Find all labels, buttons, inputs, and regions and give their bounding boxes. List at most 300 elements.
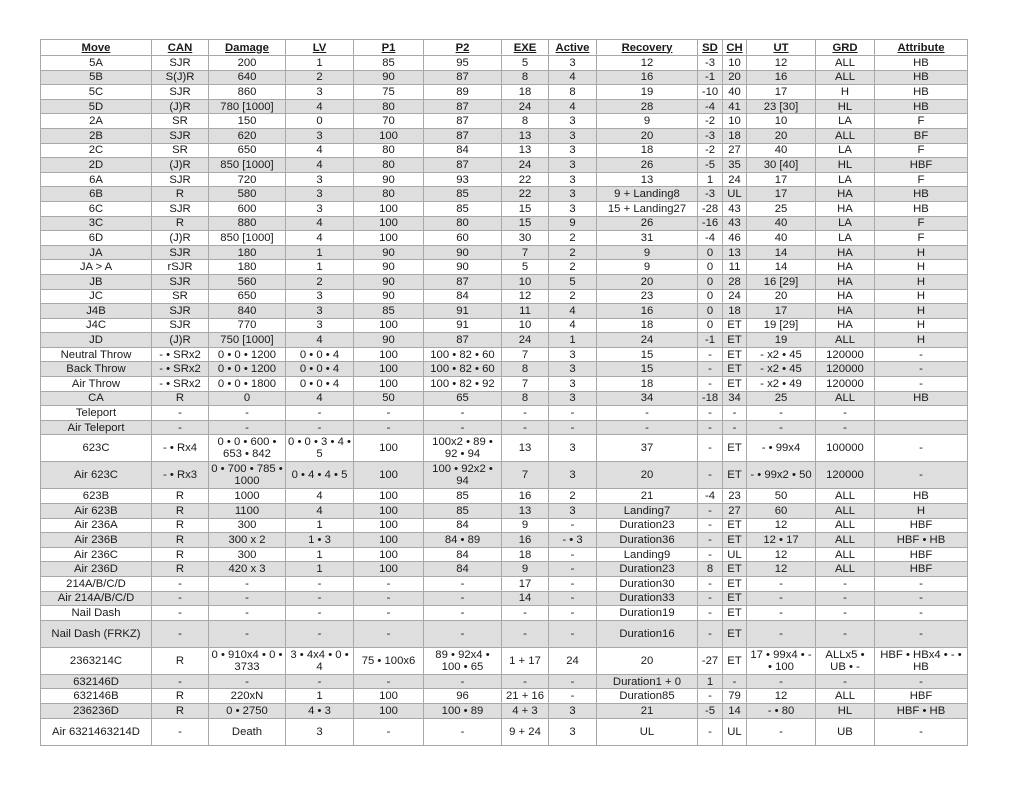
move-name-cell: J4B	[41, 304, 152, 319]
table-cell: ALL	[816, 128, 875, 143]
table-cell: 4	[286, 99, 354, 114]
table-cell: -	[875, 362, 968, 377]
table-cell: 1000	[209, 489, 286, 504]
table-cell: ET	[723, 318, 747, 333]
table-row	[41, 56, 968, 71]
table-cell: -	[354, 718, 424, 745]
table-cell: -	[354, 620, 424, 647]
table-row	[41, 187, 968, 202]
table-cell: 8	[502, 391, 549, 406]
table-cell: 4	[549, 318, 597, 333]
table-cell: 22	[502, 172, 549, 187]
table-cell: 4	[286, 504, 354, 519]
table-cell: 100	[354, 462, 424, 489]
move-name-cell: 236236D	[41, 703, 152, 718]
table-cell: 5	[502, 56, 549, 71]
table-cell: 41	[723, 99, 747, 114]
table-cell: 4 + 3	[502, 703, 549, 718]
table-cell: LA	[816, 172, 875, 187]
table-cell: H	[875, 504, 968, 519]
table-cell: 90	[354, 70, 424, 85]
table-cell: 18	[597, 318, 698, 333]
table-cell: -	[209, 591, 286, 606]
table-cell: -	[354, 577, 424, 592]
table-cell: R	[152, 216, 209, 231]
table-cell: SJR	[152, 245, 209, 260]
table-cell: 26	[597, 158, 698, 173]
table-cell: 15	[597, 347, 698, 362]
table-cell: -1	[698, 333, 723, 348]
table-cell: 2	[286, 70, 354, 85]
table-cell: -	[747, 591, 816, 606]
table-cell: 1	[286, 689, 354, 704]
move-name-cell: 5C	[41, 85, 152, 100]
table-cell: 850 [1000]	[209, 158, 286, 173]
table-cell: Duration16	[597, 620, 698, 647]
table-cell: H	[875, 318, 968, 333]
table-cell: 18	[597, 143, 698, 158]
table-cell: 3	[549, 435, 597, 462]
table-cell: -	[286, 674, 354, 689]
table-cell: Duration19	[597, 606, 698, 621]
table-cell: -	[152, 420, 209, 435]
table-cell: 9	[597, 245, 698, 260]
table-cell: -	[354, 406, 424, 421]
table-cell: 12 • 17	[747, 533, 816, 548]
table-cell: F	[875, 143, 968, 158]
table-cell: 3	[286, 187, 354, 202]
table-cell: Landing7	[597, 504, 698, 519]
table-cell: (J)R	[152, 99, 209, 114]
table-cell: -	[286, 406, 354, 421]
table-cell: HB	[875, 391, 968, 406]
column-header: Recovery	[597, 40, 698, 56]
table-cell: 100	[354, 689, 424, 704]
move-name-cell: J4C	[41, 318, 152, 333]
table-row	[41, 201, 968, 216]
table-cell: -	[698, 689, 723, 704]
table-cell: 13	[502, 504, 549, 519]
table-cell: 27	[723, 504, 747, 519]
table-cell: 9 + 24	[502, 718, 549, 745]
table-cell: 87	[424, 128, 502, 143]
table-cell: -	[549, 591, 597, 606]
table-cell: 0	[698, 245, 723, 260]
table-cell: 3	[549, 391, 597, 406]
table-cell: -	[597, 420, 698, 435]
table-cell: -	[424, 674, 502, 689]
table-cell: 100	[354, 216, 424, 231]
table-cell: 4	[549, 304, 597, 319]
table-cell: -	[875, 577, 968, 592]
table-row	[41, 333, 968, 348]
table-cell: 100	[354, 377, 424, 392]
table-cell: 100	[354, 435, 424, 462]
table-cell: HL	[816, 158, 875, 173]
table-cell: 16 [29]	[747, 274, 816, 289]
table-cell: 1 • 3	[286, 533, 354, 548]
table-cell: -	[723, 406, 747, 421]
table-cell: 0 • 2750	[209, 703, 286, 718]
table-row	[41, 562, 968, 577]
table-cell: ET	[723, 435, 747, 462]
table-cell: ALL	[816, 562, 875, 577]
table-cell: 90	[354, 333, 424, 348]
table-row	[41, 606, 968, 621]
table-cell: -	[209, 406, 286, 421]
table-cell: 100 • 82 • 60	[424, 362, 502, 377]
move-name-cell: 2D	[41, 158, 152, 173]
table-cell: 17	[502, 577, 549, 592]
table-cell: -	[698, 718, 723, 745]
move-name-cell: 632146D	[41, 674, 152, 689]
table-cell: SR	[152, 143, 209, 158]
table-cell: Duration23	[597, 562, 698, 577]
table-cell: - • 99x4	[747, 435, 816, 462]
table-cell: ALL	[816, 518, 875, 533]
move-name-cell: Air Throw	[41, 377, 152, 392]
move-name-cell: Nail Dash	[41, 606, 152, 621]
table-cell: -	[502, 606, 549, 621]
table-cell: 20	[747, 289, 816, 304]
table-cell: -	[698, 462, 723, 489]
table-cell: Death	[209, 718, 286, 745]
table-cell: 80	[424, 216, 502, 231]
table-cell: -	[698, 533, 723, 548]
table-cell: ET	[723, 377, 747, 392]
table-cell: 7	[502, 377, 549, 392]
table-cell: 18	[723, 304, 747, 319]
table-cell: -	[549, 620, 597, 647]
table-cell: -3	[698, 187, 723, 202]
table-cell: 22	[502, 187, 549, 202]
table-cell: 12	[747, 689, 816, 704]
table-cell: -	[424, 606, 502, 621]
table-cell: 10	[723, 56, 747, 71]
table-cell: 21	[597, 489, 698, 504]
table-cell: 91	[424, 318, 502, 333]
move-name-cell: 623B	[41, 489, 152, 504]
table-cell: 100	[354, 489, 424, 504]
move-name-cell: 632146B	[41, 689, 152, 704]
table-cell: 100	[354, 231, 424, 246]
table-cell: 0 • 0 • 4	[286, 362, 354, 377]
table-row	[41, 489, 968, 504]
table-cell: 4 • 3	[286, 703, 354, 718]
table-cell: 300	[209, 547, 286, 562]
table-cell: ALL	[816, 547, 875, 562]
table-cell: 21 + 16	[502, 689, 549, 704]
table-cell: 30 [40]	[747, 158, 816, 173]
table-cell: -	[152, 606, 209, 621]
table-cell: 13	[502, 128, 549, 143]
table-cell: 860	[209, 85, 286, 100]
table-cell: ALL	[816, 489, 875, 504]
table-cell: R	[152, 187, 209, 202]
table-cell: 85	[424, 187, 502, 202]
table-cell: 2	[549, 489, 597, 504]
move-name-cell: 6A	[41, 172, 152, 187]
table-cell: 20	[747, 128, 816, 143]
table-cell: -4	[698, 489, 723, 504]
table-cell: 17	[747, 187, 816, 202]
move-name-cell: 2C	[41, 143, 152, 158]
table-cell: ET	[723, 577, 747, 592]
table-cell: -	[816, 591, 875, 606]
table-cell	[875, 420, 968, 435]
table-cell: 3 • 4x4 • 0 • 4	[286, 647, 354, 674]
move-name-cell: Air 236C	[41, 547, 152, 562]
table-cell: HBF	[875, 518, 968, 533]
table-cell: 1	[286, 260, 354, 275]
frame-data-table	[40, 39, 968, 746]
table-cell: 1	[286, 518, 354, 533]
table-cell: -	[816, 674, 875, 689]
table-cell: -	[286, 606, 354, 621]
table-cell: 1	[698, 674, 723, 689]
table-cell: 9	[502, 562, 549, 577]
table-cell: -	[549, 547, 597, 562]
table-cell: 8	[502, 114, 549, 129]
table-cell: HBF • HBx4 • - • HB	[875, 647, 968, 674]
table-cell: 120000	[816, 347, 875, 362]
table-cell: 24	[502, 99, 549, 114]
table-cell: -5	[698, 158, 723, 173]
table-cell: -	[502, 620, 549, 647]
table-row	[41, 504, 968, 519]
table-cell: -	[698, 420, 723, 435]
table-cell: 1 + 17	[502, 647, 549, 674]
table-cell: H	[875, 260, 968, 275]
table-cell: -	[424, 591, 502, 606]
table-cell: UL	[723, 187, 747, 202]
table-cell: HA	[816, 260, 875, 275]
table-cell: -	[209, 674, 286, 689]
table-cell: 5	[549, 274, 597, 289]
table-cell: -	[286, 591, 354, 606]
table-cell: ET	[723, 606, 747, 621]
table-cell: F	[875, 172, 968, 187]
table-cell: 87	[424, 333, 502, 348]
table-cell: 12	[502, 289, 549, 304]
table-cell: -	[747, 577, 816, 592]
table-cell: 87	[424, 114, 502, 129]
table-cell: -27	[698, 647, 723, 674]
table-cell: 14	[747, 245, 816, 260]
table-cell: 750 [1000]	[209, 333, 286, 348]
table-cell: HB	[875, 187, 968, 202]
table-row	[41, 85, 968, 100]
table-cell: 8	[698, 562, 723, 577]
table-cell: -	[816, 577, 875, 592]
table-cell: LA	[816, 216, 875, 231]
table-cell: 84	[424, 562, 502, 577]
table-cell: -	[424, 406, 502, 421]
table-cell: R	[152, 547, 209, 562]
table-cell: 12	[747, 518, 816, 533]
table-cell: 90	[424, 245, 502, 260]
table-cell: 5	[502, 260, 549, 275]
table-cell: 24	[723, 172, 747, 187]
table-cell: -	[424, 577, 502, 592]
table-cell: 16	[747, 70, 816, 85]
table-cell: -	[875, 347, 968, 362]
table-cell: 100	[354, 362, 424, 377]
table-cell: 100 • 82 • 60	[424, 347, 502, 362]
table-cell: 13	[502, 435, 549, 462]
table-row	[41, 674, 968, 689]
table-cell: Duration33	[597, 591, 698, 606]
table-cell: 25	[747, 201, 816, 216]
table-cell: 65	[424, 391, 502, 406]
table-cell: 0	[698, 304, 723, 319]
table-cell: 770	[209, 318, 286, 333]
table-cell: H	[816, 85, 875, 100]
table-cell: 1	[698, 172, 723, 187]
table-cell: 60	[747, 504, 816, 519]
table-cell: R	[152, 504, 209, 519]
column-header: GRD	[816, 40, 875, 56]
table-cell: 85	[354, 304, 424, 319]
table-cell: 3	[549, 201, 597, 216]
table-cell: SJR	[152, 172, 209, 187]
table-cell: -	[875, 718, 968, 745]
table-cell: 84 • 89	[424, 533, 502, 548]
table-cell: 31	[597, 231, 698, 246]
table-cell: 43	[723, 201, 747, 216]
table-cell: -	[209, 577, 286, 592]
table-cell: 3	[286, 289, 354, 304]
table-cell: 8	[502, 362, 549, 377]
table-cell: H	[875, 274, 968, 289]
table-row	[41, 99, 968, 114]
table-cell: -	[549, 689, 597, 704]
table-cell: 17 • 99x4 • - • 100	[747, 647, 816, 674]
table-cell: -	[723, 420, 747, 435]
table-cell: 3	[286, 172, 354, 187]
table-cell: 12	[597, 56, 698, 71]
table-cell: -	[549, 577, 597, 592]
table-row	[41, 114, 968, 129]
table-row	[41, 318, 968, 333]
table-cell: SJR	[152, 128, 209, 143]
table-cell: 84	[424, 143, 502, 158]
table-row	[41, 591, 968, 606]
table-cell: 40	[747, 216, 816, 231]
move-name-cell: 5B	[41, 70, 152, 85]
table-cell: -	[286, 420, 354, 435]
table-cell: 1	[286, 547, 354, 562]
table-cell: S(J)R	[152, 70, 209, 85]
table-cell: 19	[747, 333, 816, 348]
table-cell: ALL	[816, 689, 875, 704]
table-cell: 90	[354, 260, 424, 275]
table-header	[41, 40, 968, 56]
table-cell: H	[875, 333, 968, 348]
table-cell: -	[723, 674, 747, 689]
table-cell: BF	[875, 128, 968, 143]
table-cell: R	[152, 647, 209, 674]
column-header: CH	[723, 40, 747, 56]
table-cell: -	[747, 620, 816, 647]
table-cell: 24	[502, 333, 549, 348]
move-name-cell: JA > A	[41, 260, 152, 275]
table-cell: -	[549, 562, 597, 577]
move-name-cell: 6C	[41, 201, 152, 216]
table-cell: 300 x 2	[209, 533, 286, 548]
table-cell: ALL	[816, 70, 875, 85]
table-cell: 15	[597, 362, 698, 377]
table-cell: 1100	[209, 504, 286, 519]
table-cell: -	[816, 406, 875, 421]
table-cell: 620	[209, 128, 286, 143]
table-cell: - • 99x2 • 50	[747, 462, 816, 489]
table-cell: 4	[286, 391, 354, 406]
table-cell: ET	[723, 533, 747, 548]
table-cell: -	[502, 406, 549, 421]
table-cell: 100	[354, 547, 424, 562]
table-cell: -	[549, 606, 597, 621]
table-cell: -	[816, 420, 875, 435]
table-cell: R	[152, 689, 209, 704]
table-cell: 14	[723, 703, 747, 718]
table-cell: 89 • 92x4 • 100 • 65	[424, 647, 502, 674]
column-header: Damage	[209, 40, 286, 56]
table-cell	[875, 406, 968, 421]
table-cell: -	[698, 435, 723, 462]
table-row	[41, 260, 968, 275]
table-cell: SJR	[152, 304, 209, 319]
column-header: EXE	[502, 40, 549, 56]
table-cell: HB	[875, 85, 968, 100]
table-cell: 2	[549, 231, 597, 246]
move-name-cell: Neutral Throw	[41, 347, 152, 362]
table-cell: 100	[354, 128, 424, 143]
table-cell: -	[152, 718, 209, 745]
table-cell: -	[698, 518, 723, 533]
table-cell: -	[152, 406, 209, 421]
table-cell: ET	[723, 562, 747, 577]
table-cell: 10	[502, 274, 549, 289]
table-cell: 13	[597, 172, 698, 187]
move-name-cell: Air 236D	[41, 562, 152, 577]
table-cell: 8	[549, 85, 597, 100]
table-cell: 87	[424, 70, 502, 85]
table-cell: 12	[747, 56, 816, 71]
table-row	[41, 377, 968, 392]
table-cell: 40	[747, 231, 816, 246]
table-cell: -3	[698, 56, 723, 71]
table-cell: ALL	[816, 56, 875, 71]
table-cell: -	[875, 674, 968, 689]
table-cell: -	[286, 620, 354, 647]
table-cell: -	[424, 718, 502, 745]
table-cell: 15 + Landing27	[597, 201, 698, 216]
table-cell: 23	[597, 289, 698, 304]
table-cell: 650	[209, 143, 286, 158]
table-cell: 90	[354, 172, 424, 187]
table-cell: 640	[209, 70, 286, 85]
table-cell: 87	[424, 274, 502, 289]
table-cell: 90	[424, 260, 502, 275]
table-cell: -2	[698, 143, 723, 158]
table-cell: -3	[698, 128, 723, 143]
table-row	[41, 347, 968, 362]
table-cell: 21	[597, 703, 698, 718]
table-cell: 20	[597, 647, 698, 674]
move-name-cell: 2A	[41, 114, 152, 129]
table-cell: 17	[747, 85, 816, 100]
